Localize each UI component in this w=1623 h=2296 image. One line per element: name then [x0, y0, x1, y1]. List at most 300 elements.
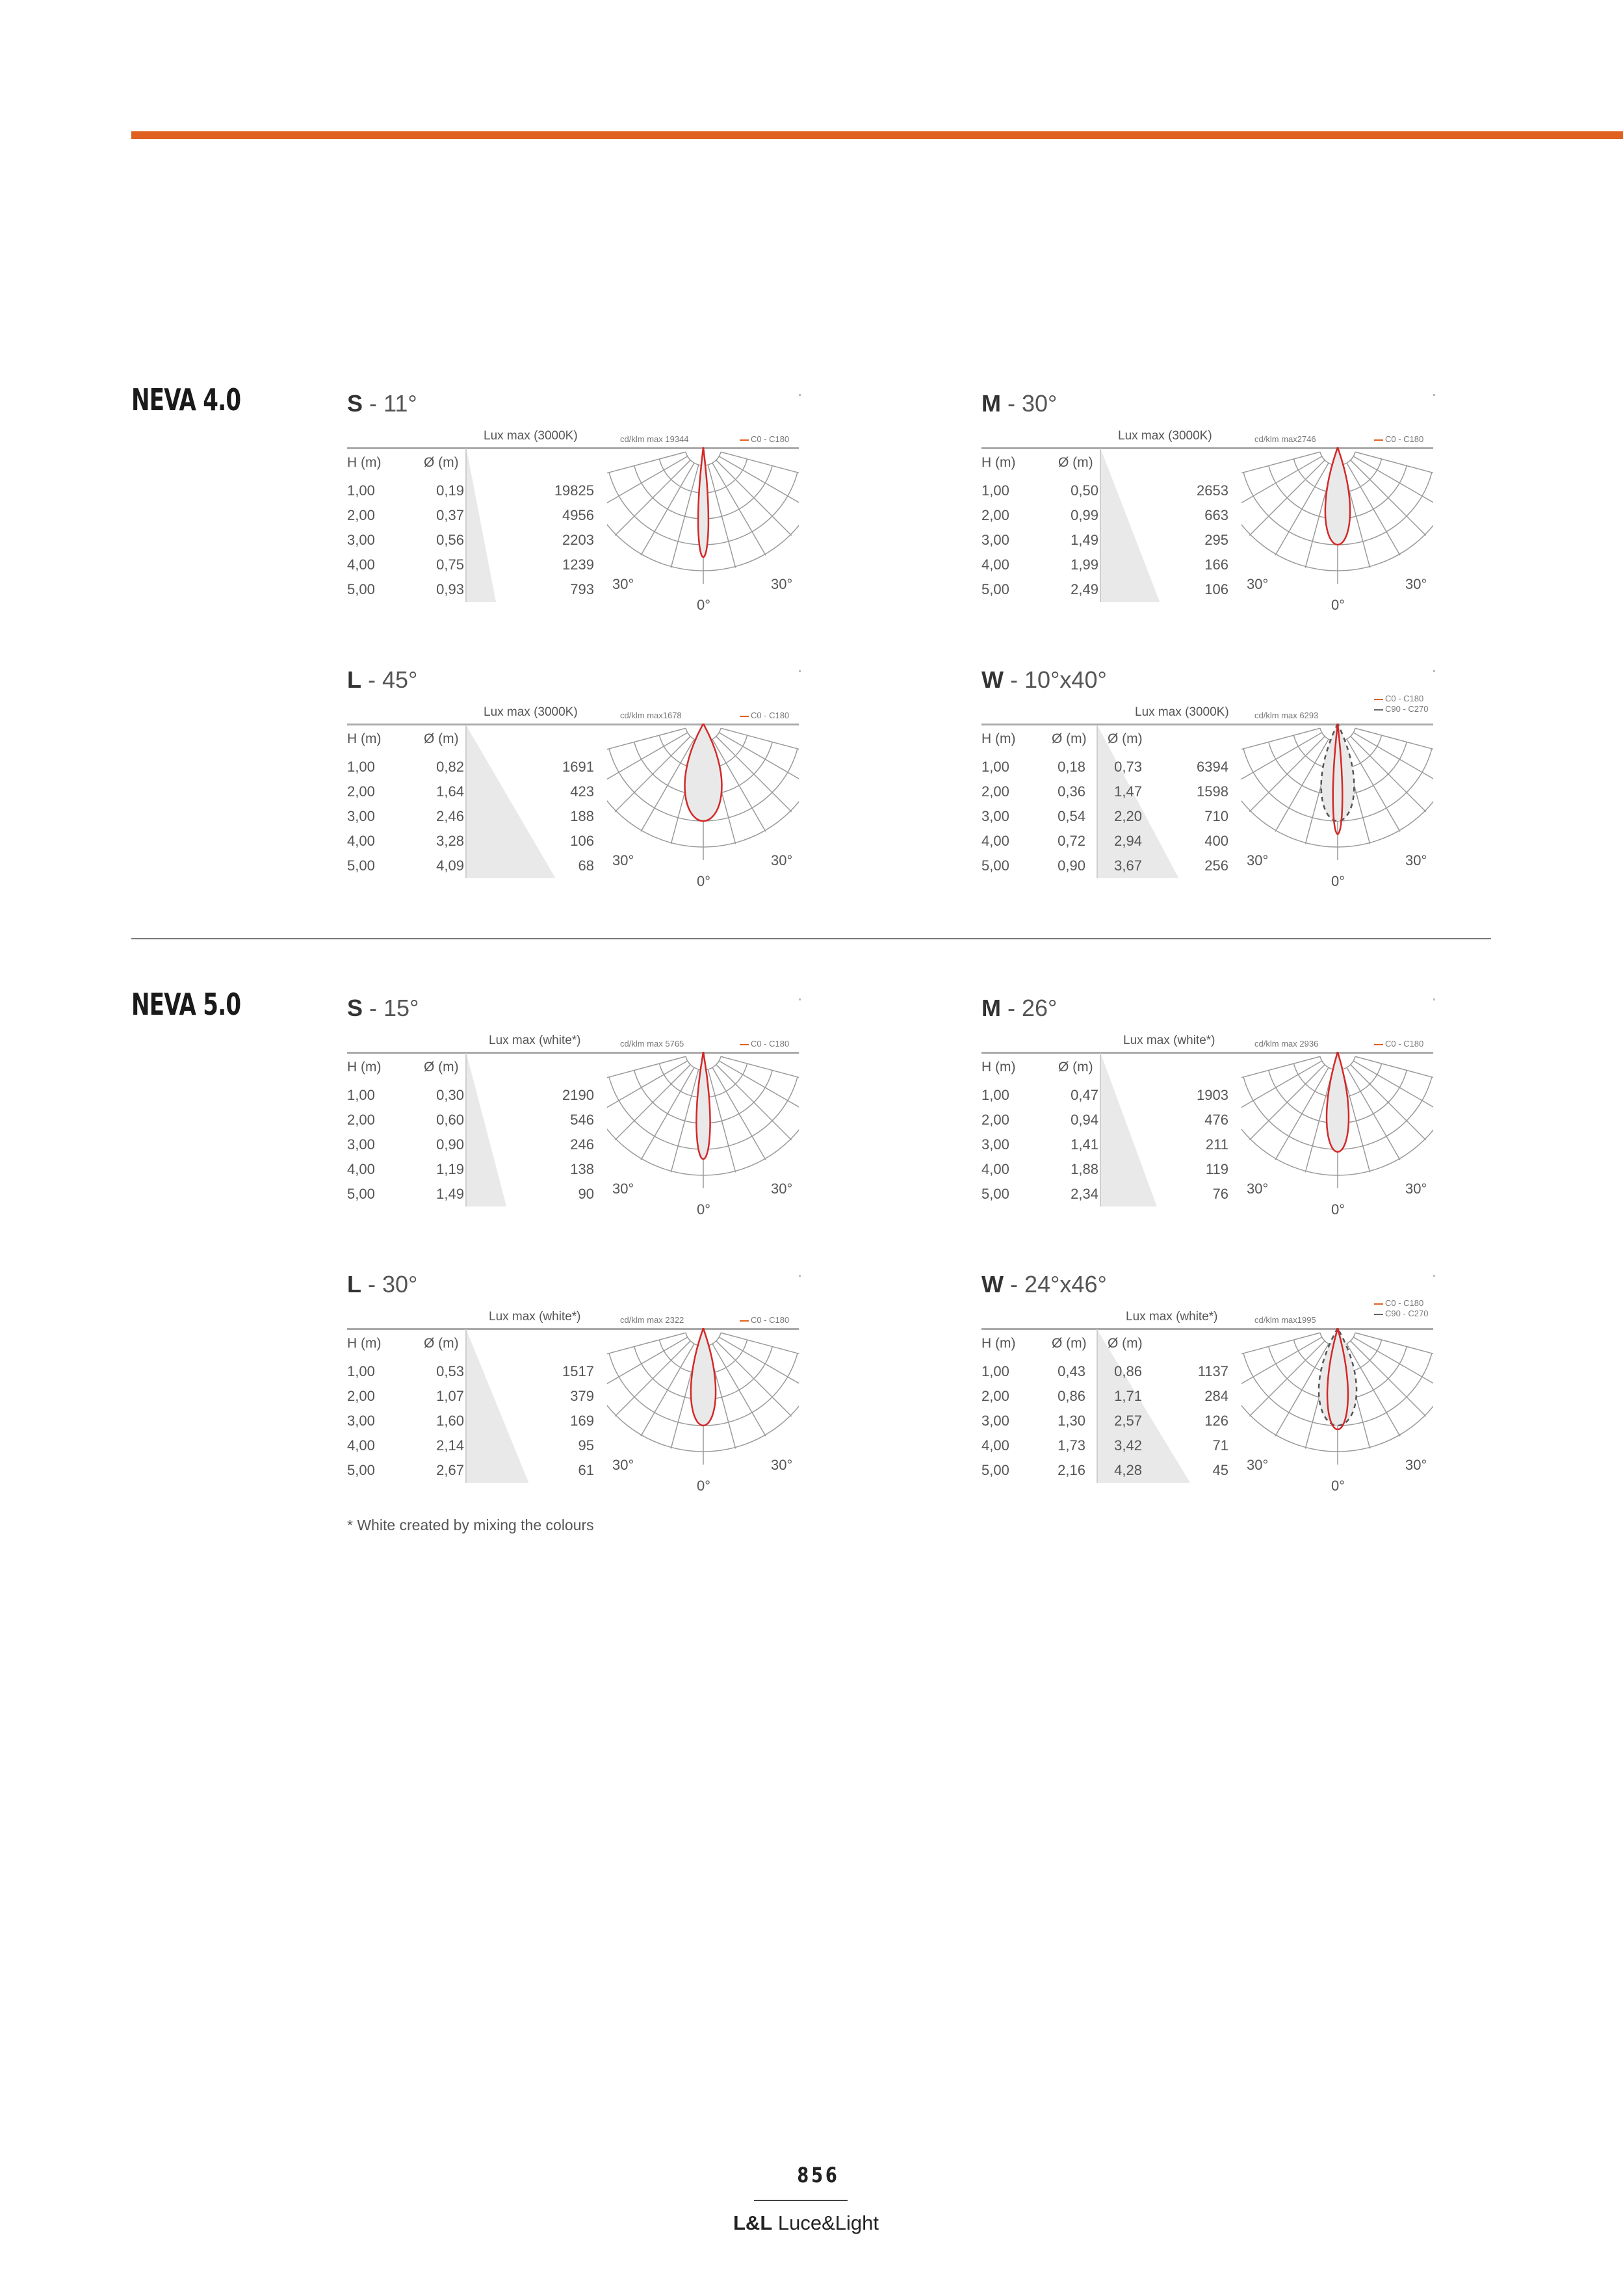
angle-label-left: 30°: [1247, 1181, 1269, 1197]
footer-rule: [754, 2200, 848, 2201]
row-lux: 2653: [1197, 482, 1228, 499]
row-lux: 126: [1204, 1413, 1228, 1429]
max-intensity: max 2322: [647, 1315, 684, 1325]
polar-intensity-diagram: [1241, 1328, 1433, 1504]
angle-label-right: 30°: [1405, 1181, 1427, 1197]
legend-label: C0 - C180: [751, 1039, 790, 1049]
row-lux: 400: [1204, 833, 1228, 849]
beam-title: [981, 390, 1057, 417]
col-header-height: H (m): [347, 731, 382, 746]
legend-swatch: [740, 1320, 749, 1322]
angle-label-right: 30°: [771, 1181, 793, 1197]
cd-klm-label: [1254, 434, 1316, 444]
max-intensity: max2746: [1281, 434, 1316, 444]
legend-item: [1374, 704, 1428, 714]
beam-title: [981, 1271, 1107, 1298]
max-intensity: max1995: [1281, 1315, 1316, 1325]
legend-swatch: [740, 716, 749, 717]
lux-header: Lux max (white*): [489, 1310, 581, 1324]
row-diameter: 1,99: [1071, 556, 1098, 573]
row-diameter: 3,28: [436, 833, 464, 849]
row-lux: 90: [578, 1186, 594, 1202]
row-height: 2,00: [981, 1388, 1009, 1404]
beam-code: S: [347, 995, 363, 1021]
row-height: 4,00: [347, 1161, 375, 1177]
photometric-block-l: [347, 666, 802, 900]
row-lux: 1517: [562, 1363, 594, 1379]
polar-intensity-diagram: [1241, 1052, 1433, 1227]
beam-spread-triangle: [467, 1054, 508, 1207]
cd-klm-label: [620, 1039, 684, 1049]
angle-label-left: 30°: [1247, 1457, 1269, 1473]
photometric-block-w: [981, 666, 1436, 900]
col-header-diameter: Ø (m): [1058, 455, 1093, 470]
row-height: 5,00: [347, 1462, 375, 1478]
beam-title: [347, 995, 419, 1022]
row-height: 2,00: [347, 1112, 375, 1128]
row-height: 2,00: [347, 783, 375, 800]
angle-label-right: 30°: [1405, 852, 1427, 868]
lux-header: Lux max (3000K): [484, 705, 578, 719]
corner-mark: [1433, 1275, 1435, 1277]
row-height: 4,00: [981, 1437, 1009, 1454]
row-diameter: 0,82: [436, 759, 464, 775]
row-height: 2,00: [981, 783, 1009, 800]
beam-code: L: [347, 666, 361, 693]
cd-klm-label: [1254, 1039, 1318, 1049]
polar-intensity-diagram: [1241, 724, 1433, 899]
row-diameter: 0,90: [1058, 857, 1085, 874]
brand-name: Luce&Light: [772, 2211, 879, 2234]
row-diameter: 1,41: [1071, 1136, 1098, 1153]
beam-angle: - 24°x46°: [1003, 1271, 1107, 1298]
row-height: 5,00: [981, 857, 1009, 874]
row-diameter: 1,73: [1058, 1437, 1085, 1454]
beam-angle: - 45°: [361, 666, 418, 693]
legend-item: [740, 1039, 789, 1049]
row-lux: 476: [1204, 1112, 1228, 1128]
brand-logo: [733, 2211, 879, 2235]
row-height: 3,00: [981, 808, 1009, 824]
corner-mark: [1433, 394, 1435, 396]
row-diameter: 4,09: [436, 857, 464, 874]
col-header-height: H (m): [981, 455, 1016, 470]
legend-swatch: [1374, 1044, 1383, 1045]
row-height: 1,00: [347, 1363, 375, 1379]
row-height: 1,00: [981, 482, 1009, 499]
legend-label: C90 - C270: [1385, 1309, 1429, 1318]
row-height: 1,00: [981, 1087, 1009, 1103]
beam-angle: - 30°: [361, 1271, 418, 1298]
beam-title: [347, 390, 417, 417]
max-intensity: max 5765: [647, 1039, 684, 1049]
col-header-diameter: Ø (m): [424, 1336, 459, 1351]
photometric-block-m: [981, 995, 1436, 1229]
legend-item: [740, 434, 789, 444]
row-height: 4,00: [347, 556, 375, 573]
row-height: 4,00: [981, 556, 1009, 573]
angle-label-right: 30°: [771, 852, 793, 868]
legend-swatch: [1374, 699, 1383, 700]
legend-item: [740, 711, 789, 720]
beam-spread-triangle: [467, 1331, 530, 1483]
beam-angle: - 10°x40°: [1003, 666, 1107, 693]
row-lux: 19825: [554, 482, 594, 499]
beam-spread-triangle: [1101, 450, 1161, 602]
corner-mark: [799, 670, 801, 672]
beam-code: M: [981, 390, 1001, 417]
row-lux: 68: [578, 857, 594, 874]
row-lux: 1598: [1197, 783, 1228, 800]
cd-unit: cd/klm: [620, 711, 645, 720]
row-height: 3,00: [981, 1136, 1009, 1153]
beam-angle: - 26°: [1001, 995, 1058, 1021]
row-lux: 1691: [562, 759, 594, 775]
cd-klm-label: [1254, 1315, 1316, 1325]
row-height: 1,00: [347, 759, 375, 775]
series-title-neva-4: NEVA 4.0: [131, 382, 241, 417]
angle-label-left: 30°: [612, 576, 634, 592]
row-lux: 119: [1205, 1161, 1228, 1177]
row-diameter: 0,36: [1058, 783, 1085, 800]
row-height: 1,00: [347, 1087, 375, 1103]
angle-label-right: 30°: [1405, 576, 1427, 592]
row-diameter: 0,53: [436, 1363, 464, 1379]
row-lux: 423: [570, 783, 594, 800]
legend-label: C0 - C180: [1385, 694, 1424, 703]
row-lux: 76: [1212, 1186, 1228, 1202]
row-height: 3,00: [981, 1413, 1009, 1429]
legend-label: C0 - C180: [751, 434, 790, 444]
lux-header: Lux max (white*): [1126, 1310, 1218, 1324]
row-height: 2,00: [981, 1112, 1009, 1128]
row-height: 3,00: [347, 1136, 375, 1153]
col-header-diameter-2: Ø (m): [1108, 731, 1143, 746]
row-diameter: 0,54: [1058, 808, 1085, 824]
footnote: * White created by mixing the colours: [347, 1517, 594, 1533]
row-diameter: 0,43: [1058, 1363, 1085, 1379]
angle-label-left: 30°: [612, 1181, 634, 1197]
corner-mark: [1433, 998, 1435, 1000]
beam-title: [347, 666, 417, 694]
photometric-block-w: [981, 1271, 1436, 1505]
row-lux: 169: [570, 1413, 594, 1429]
beam-code: M: [981, 995, 1001, 1021]
legend-swatch: [1374, 1314, 1383, 1315]
lux-header: Lux max (3000K): [1118, 429, 1212, 443]
row-diameter: 0,60: [436, 1112, 464, 1128]
angle-label-bottom: 0°: [697, 1201, 711, 1218]
col-header-height: H (m): [347, 1060, 382, 1075]
row-lux: 61: [578, 1462, 594, 1478]
row-diameter: 2,16: [1058, 1462, 1085, 1478]
legend-swatch: [1374, 1303, 1383, 1305]
row-lux: 188: [570, 808, 594, 824]
row-lux: 710: [1204, 808, 1228, 824]
row-diameter-2: 0,73: [1114, 759, 1142, 775]
row-diameter: 1,49: [436, 1186, 464, 1202]
angle-label-bottom: 0°: [1331, 1201, 1345, 1218]
section-divider: [131, 938, 1491, 939]
row-height: 5,00: [981, 1186, 1009, 1202]
row-diameter: 2,67: [436, 1462, 464, 1478]
row-height: 2,00: [981, 507, 1009, 523]
legend-item: [1374, 1298, 1423, 1308]
row-height: 4,00: [347, 833, 375, 849]
row-lux: 166: [1204, 556, 1228, 573]
row-diameter-2: 1,71: [1114, 1388, 1142, 1404]
row-lux: 1239: [562, 556, 594, 573]
legend-item: [1374, 1309, 1428, 1318]
col-header-diameter: Ø (m): [424, 455, 459, 470]
row-height: 4,00: [981, 1161, 1009, 1177]
legend-label: C90 - C270: [1385, 704, 1429, 714]
row-lux: 793: [570, 581, 594, 597]
cd-klm-label: [1254, 711, 1318, 720]
cd-unit: cd/klm: [1254, 1039, 1279, 1049]
row-diameter-2: 3,67: [1114, 857, 1142, 874]
row-lux: 379: [570, 1388, 594, 1404]
row-height: 1,00: [981, 759, 1009, 775]
angle-label-left: 30°: [612, 1457, 634, 1473]
angle-label-bottom: 0°: [1331, 873, 1345, 889]
cd-unit: cd/klm: [1254, 434, 1279, 444]
corner-mark: [799, 1275, 801, 1277]
row-lux: 663: [1204, 507, 1228, 523]
beam-spread-triangle: [467, 726, 557, 878]
row-height: 3,00: [347, 808, 375, 824]
row-lux: 546: [570, 1112, 594, 1128]
row-lux: 246: [570, 1136, 594, 1153]
row-height: 3,00: [347, 1413, 375, 1429]
legend-item: [740, 1315, 789, 1325]
legend-item: [1374, 434, 1423, 444]
beam-code: L: [347, 1271, 361, 1298]
row-diameter-2: 3,42: [1114, 1437, 1142, 1454]
row-diameter: 0,90: [436, 1136, 464, 1153]
col-header-diameter: Ø (m): [424, 1060, 459, 1075]
col-header-height: H (m): [981, 731, 1016, 746]
cd-klm-label: [620, 434, 689, 444]
row-lux: 138: [570, 1161, 594, 1177]
angle-label-left: 30°: [1247, 576, 1269, 592]
photometric-block-s: [347, 390, 802, 624]
row-height: 3,00: [981, 532, 1009, 548]
cd-unit: cd/klm: [1254, 1315, 1279, 1325]
max-intensity: max1678: [647, 711, 682, 720]
angle-label-bottom: 0°: [697, 597, 711, 613]
col-header-height: H (m): [981, 1060, 1016, 1075]
legend-label: C0 - C180: [751, 1315, 790, 1325]
polar-intensity-diagram: [1241, 447, 1433, 623]
legend-swatch: [740, 439, 749, 441]
row-diameter-2: 4,28: [1114, 1462, 1142, 1478]
row-diameter: 1,88: [1071, 1161, 1098, 1177]
row-diameter: 0,94: [1071, 1112, 1098, 1128]
polar-intensity-diagram: [607, 724, 799, 899]
max-intensity: max 2936: [1281, 1039, 1319, 1049]
legend-item: [1374, 694, 1423, 703]
row-lux: 2190: [562, 1087, 594, 1103]
max-intensity: max 6293: [1281, 711, 1319, 720]
col-header-diameter: Ø (m): [1058, 1060, 1093, 1075]
photometric-block-l: [347, 1271, 802, 1505]
row-lux: 6394: [1197, 759, 1228, 775]
photometric-block-s: [347, 995, 802, 1229]
row-diameter: 1,64: [436, 783, 464, 800]
row-diameter: 2,14: [436, 1437, 464, 1454]
cd-klm-label: [620, 711, 682, 720]
beam-spread-triangle: [1101, 1054, 1158, 1207]
legend-swatch: [1374, 439, 1383, 441]
beam-angle: - 11°: [363, 390, 417, 417]
angle-label-bottom: 0°: [697, 873, 711, 889]
angle-label-left: 30°: [1247, 852, 1269, 868]
lux-header: Lux max (3000K): [484, 429, 578, 443]
row-lux: 4956: [562, 507, 594, 523]
row-diameter: 1,07: [436, 1388, 464, 1404]
angle-label-right: 30°: [771, 576, 793, 592]
beam-code: W: [981, 1271, 1004, 1298]
row-lux: 1137: [1197, 1363, 1228, 1379]
col-header-diameter: Ø (m): [1052, 731, 1087, 746]
lux-header: Lux max (white*): [1123, 1034, 1215, 1047]
beam-spread-triangle: [1098, 726, 1180, 878]
max-intensity: max 19344: [647, 434, 689, 444]
row-height: 5,00: [347, 1186, 375, 1202]
row-height: 4,00: [981, 833, 1009, 849]
row-lux: 106: [1204, 581, 1228, 597]
row-lux: 284: [1204, 1388, 1228, 1404]
row-diameter: 0,18: [1058, 759, 1085, 775]
col-header-height: H (m): [347, 455, 382, 470]
lux-header: Lux max (3000K): [1135, 705, 1229, 719]
col-header-diameter: Ø (m): [1052, 1336, 1087, 1351]
cd-unit: cd/klm: [1254, 711, 1279, 720]
row-diameter-2: 1,47: [1114, 783, 1142, 800]
row-diameter: 0,75: [436, 556, 464, 573]
top-accent-rule: [131, 131, 1623, 139]
legend-swatch: [740, 1044, 749, 1045]
row-lux: 211: [1205, 1136, 1228, 1153]
photometric-block-m: [981, 390, 1436, 624]
corner-mark: [799, 998, 801, 1000]
row-lux: 1903: [1197, 1087, 1228, 1103]
row-diameter: 0,99: [1071, 507, 1098, 523]
series-title-neva-5: NEVA 5.0: [131, 987, 241, 1022]
row-diameter: 0,37: [436, 507, 464, 523]
row-height: 1,00: [347, 482, 375, 499]
row-diameter: 0,30: [436, 1087, 464, 1103]
row-diameter: 2,34: [1071, 1186, 1098, 1202]
legend-label: C0 - C180: [1385, 1039, 1424, 1049]
row-diameter: 0,19: [436, 482, 464, 499]
row-height: 3,00: [347, 532, 375, 548]
polar-intensity-diagram: [607, 1328, 799, 1504]
beam-title: [347, 1271, 417, 1298]
row-height: 4,00: [347, 1437, 375, 1454]
legend-swatch: [1374, 709, 1383, 711]
row-diameter: 2,49: [1071, 581, 1098, 597]
angle-label-left: 30°: [612, 852, 634, 868]
corner-mark: [799, 394, 801, 396]
corner-mark: [1433, 670, 1435, 672]
row-diameter: 0,72: [1058, 833, 1085, 849]
row-diameter: 0,47: [1071, 1087, 1098, 1103]
cd-unit: cd/klm: [620, 1039, 645, 1049]
legend-label: C0 - C180: [1385, 1298, 1424, 1308]
row-lux: 95: [578, 1437, 594, 1454]
col-header-height: H (m): [347, 1336, 382, 1351]
row-height: 1,00: [981, 1363, 1009, 1379]
row-diameter: 0,50: [1071, 482, 1098, 499]
row-diameter: 0,56: [436, 532, 464, 548]
lux-header: Lux max (white*): [489, 1034, 581, 1047]
row-diameter: 1,60: [436, 1413, 464, 1429]
row-diameter-2: 2,20: [1114, 808, 1142, 824]
row-lux: 45: [1212, 1462, 1228, 1478]
row-diameter: 0,93: [436, 581, 464, 597]
row-height: 5,00: [347, 581, 375, 597]
row-height: 5,00: [981, 581, 1009, 597]
row-lux: 2203: [562, 532, 594, 548]
polar-intensity-diagram: [607, 447, 799, 623]
row-diameter: 1,49: [1071, 532, 1098, 548]
row-height: 5,00: [347, 857, 375, 874]
cd-unit: cd/klm: [620, 434, 645, 444]
row-height: 5,00: [981, 1462, 1009, 1478]
col-header-height: H (m): [981, 1336, 1016, 1351]
angle-label-bottom: 0°: [1331, 597, 1345, 613]
row-diameter: 2,46: [436, 808, 464, 824]
beam-title: [981, 995, 1057, 1022]
row-lux: 256: [1204, 857, 1228, 874]
page-number: 856: [797, 2163, 840, 2187]
legend-label: C0 - C180: [751, 711, 790, 720]
polar-intensity-diagram: [607, 1052, 799, 1227]
row-diameter: 1,30: [1058, 1413, 1085, 1429]
beam-spread-triangle: [467, 450, 497, 602]
row-diameter-2: 2,94: [1114, 833, 1142, 849]
row-lux: 71: [1212, 1437, 1228, 1454]
brand-bold: L&L: [733, 2211, 773, 2234]
row-height: 2,00: [347, 1388, 375, 1404]
beam-title: [981, 666, 1107, 694]
legend-item: [1374, 1039, 1423, 1049]
cd-unit: cd/klm: [620, 1315, 645, 1325]
angle-label-right: 30°: [1405, 1457, 1427, 1473]
angle-label-bottom: 0°: [1331, 1478, 1345, 1494]
row-diameter: 1,19: [436, 1161, 464, 1177]
row-diameter-2: 2,57: [1114, 1413, 1142, 1429]
row-diameter: 0,86: [1058, 1388, 1085, 1404]
beam-code: W: [981, 666, 1004, 693]
cd-klm-label: [620, 1315, 684, 1325]
beam-spread-triangle: [1098, 1331, 1191, 1483]
beam-angle: - 30°: [1001, 390, 1058, 417]
row-height: 2,00: [347, 507, 375, 523]
col-header-diameter-2: Ø (m): [1108, 1336, 1143, 1351]
angle-label-right: 30°: [771, 1457, 793, 1473]
beam-angle: - 15°: [363, 995, 419, 1021]
beam-code: S: [347, 390, 363, 417]
row-lux: 106: [570, 833, 594, 849]
col-header-diameter: Ø (m): [424, 731, 459, 746]
angle-label-bottom: 0°: [697, 1478, 711, 1494]
row-diameter-2: 0,86: [1114, 1363, 1142, 1379]
row-lux: 295: [1204, 532, 1228, 548]
legend-label: C0 - C180: [1385, 434, 1424, 444]
